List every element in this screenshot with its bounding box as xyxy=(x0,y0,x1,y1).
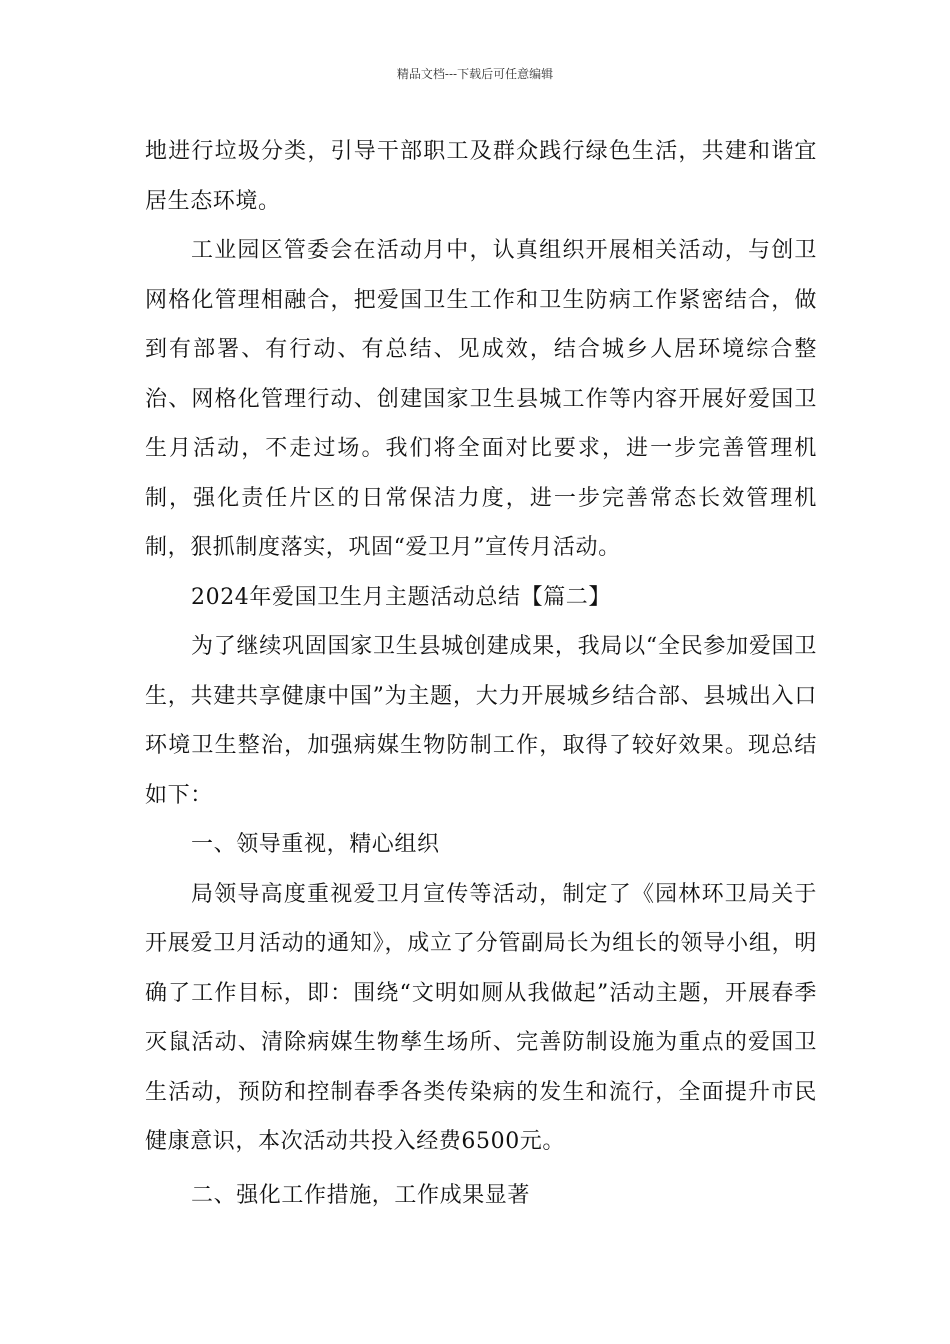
paragraph-leadership-detail: 局领导高度重视爱卫月宣传等活动，制定了《园林环卫局关于开展爱卫月活动的通知》，成立了分管副局长为组长的领导小组，明确了工作目标，即：围绕“文明如厕从我做起”活动主题，开展春季灭鼠活动、清除病媒生物孳生场所、完善防制设施为重点的爱国卫生活动，预防和控制春季各类传染病的发生和流行，全面提升市民健康意识，本次活动共投入经费6500元。 xyxy=(145,881,817,1154)
paragraph-continuation: 地进行垃圾分类，引导干部职工及群众践行绿色生活，共建和谐宜居生态环境。 xyxy=(145,139,817,214)
page-header: 精品文档---下载后可任意编辑 xyxy=(396,67,554,81)
heading-leadership: 一、领导重视，精心组织 xyxy=(191,832,440,857)
paragraph-industrial-park: 工业园区管委会在活动月中，认真组织开展相关活动，与创卫网格化管理相融合，把爱国卫生工作和卫生防病工作紧密结合，做到有部署、有行动、有总结、见成效，结合城乡人居环境综合整治、网格化管理行动、创建国家卫生县城工作等内容开展好爱国卫生月活动，不走过场。我们将全面对比要求，进一步完善管理机制，强化责任片区的日常保洁力度，进一步完善常态长效管理机制，狠抓制度落实，巩固“爱卫月”宣传月活动。 xyxy=(145,238,817,560)
heading-measures: 二、强化工作措施，工作成果显著 xyxy=(191,1182,531,1208)
paragraph-intro-summary: 为了继续巩固国家卫生县城创建成果，我局以“全民参加爱国卫生，共建共享健康中国”为主题，大力开展城乡结合部、县城出入口环境卫生整治，加强病媒生物防制工作，取得了较好效果。现总结如下： xyxy=(145,634,817,808)
document-body xyxy=(145,127,817,1220)
section-title-part-two: 2024年爱国卫生月主题活动总结【篇二】 xyxy=(191,584,611,610)
